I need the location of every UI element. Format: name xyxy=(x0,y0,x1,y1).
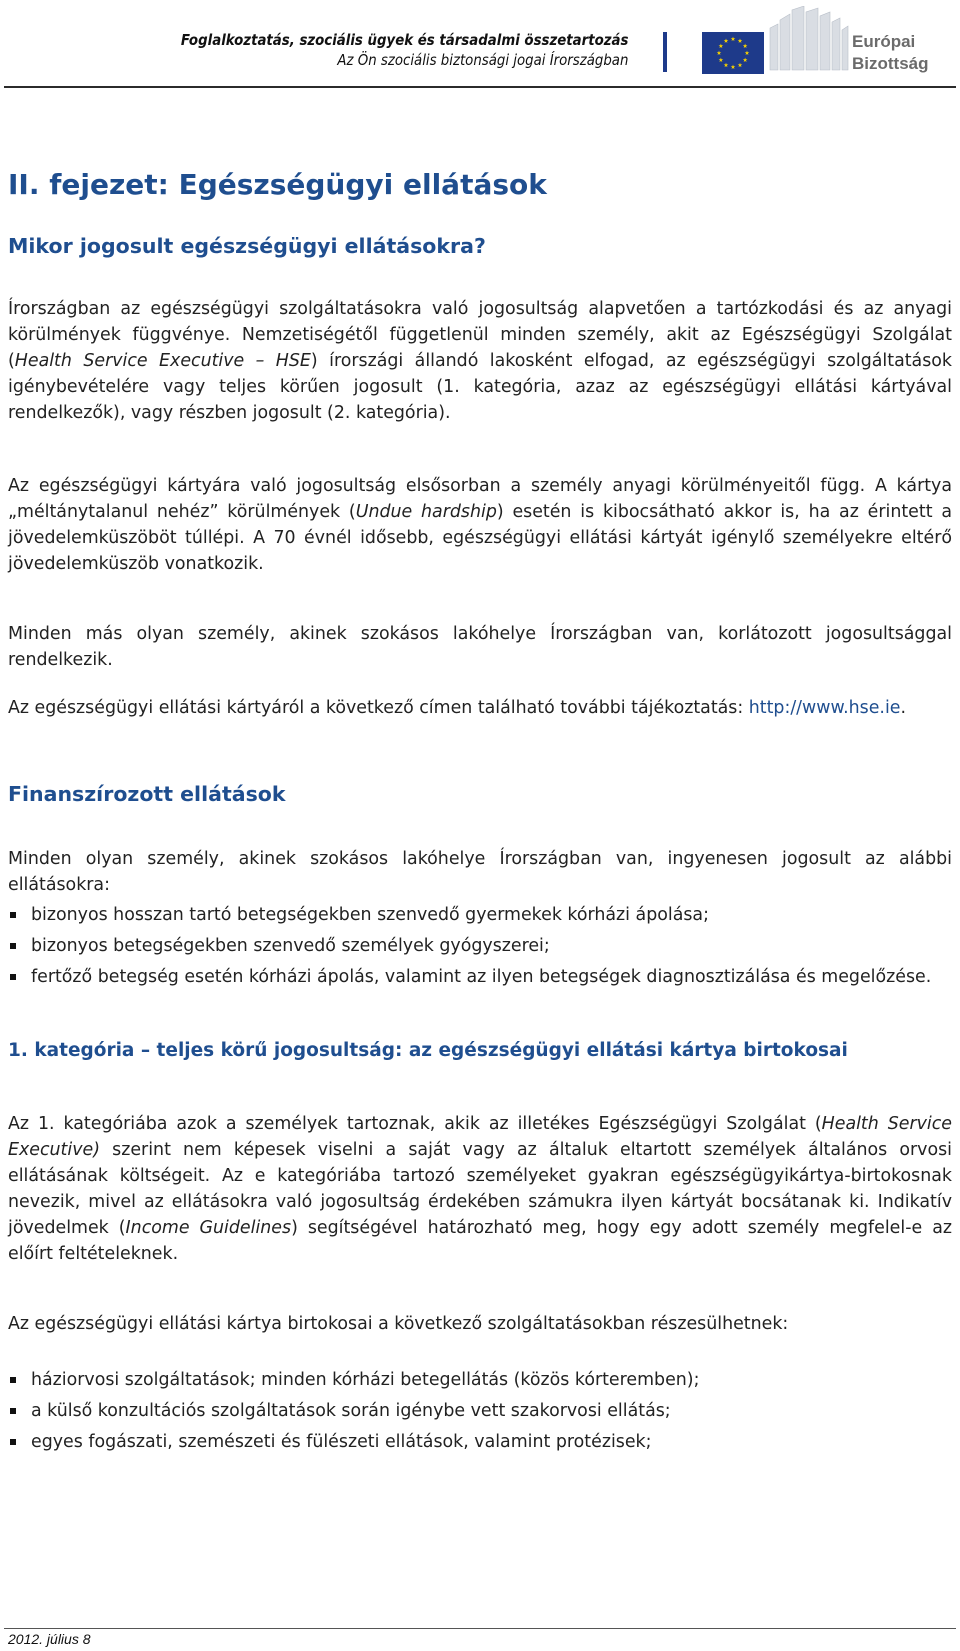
text: Az 1. kategóriába azok a személyek tartoznak, akik az illetékes Egészségügyi Szolgálat ( xyxy=(8,1114,822,1134)
header-text xyxy=(180,30,628,70)
text: . xyxy=(900,698,907,718)
text: Írországban az egészségügyi szolgáltatásokra való jogosultság alapvetően a tartózkodási és az anyagi körülmények függvénye. Nemzetiségétől függetlenül minden személy, akit az Egészségügyi Szolgálat ( xyxy=(8,299,952,371)
hse-link[interactable]: http://www.hse.ie xyxy=(748,698,901,718)
page-header xyxy=(0,0,960,88)
text: ) esetén is kibocsátható akkor is, ha az érintett a jövedelemküszöböt túllépi. A 70 évnél idősebb, egészségügyi ellátási kártyát igénylő személyekre eltérő jövedelemküszöb vonatkozik. xyxy=(8,502,952,574)
paragraph-category-1 xyxy=(8,1111,952,1267)
building-icon xyxy=(770,6,848,70)
paragraph-funded-intro: Minden olyan személy, akinek szokásos lakóhelye Írországban van, ingyenesen jogosult az alábbi ellátásokra: xyxy=(8,849,952,895)
section-heading-category-1: 1. kategória – teljes körű jogosultság: az egészségügyi ellátási kártya birtokosai xyxy=(8,1040,848,1061)
text: Az egészségügyi kártyára való jogosultság elsősorban a személy anyagi körülményeitől függ. A kártya „méltánytalanul nehéz” körülmények ( xyxy=(8,476,952,522)
header-divider xyxy=(663,32,667,72)
italic-term: Health Service Executive) xyxy=(8,1114,952,1160)
funded-benefits-list xyxy=(8,902,952,996)
text: ) írországi állandó lakosként elfogad, az egészségügyi szolgáltatások igénybevételére vagy teljes körűen jogosult (1. kategória, azaz az egészségügyi ellátási kártyával rendelkezők), vagy részben jogosult (2. kategória). xyxy=(8,351,952,423)
list-item: bizonyos hosszan tartó betegségekben szenvedő gyermekek kórházi ápolása; xyxy=(8,902,952,928)
logo-line1: Európai xyxy=(852,32,916,51)
header-line1: Foglalkoztatás, szociális ügyek és társadalmi összetartozás xyxy=(180,31,628,49)
text: szerint nem képesek viselni a saját vagy az általuk eltartott személyek általános orvosi ellátásának költségeit. Az e kategóriába tartozó személyeket gyakran egészségügyikártya-birtokosnak nevezik, mivel az ellátásokra való jogosultság érdekében számukra ilyen kártyát bocsátanak ki. Indikatív jövedelmek ( xyxy=(8,1140,952,1238)
header-line2: Az Ön szociális biztonsági jogai Írországban xyxy=(336,51,628,69)
logo-text xyxy=(852,31,929,75)
list-item: háziorvosi szolgáltatások; minden kórházi betegellátás (közös kórteremben); xyxy=(8,1367,952,1393)
list-item: a külső konzultációs szolgáltatások során igénybe vett szakorvosi ellátás; xyxy=(8,1398,952,1424)
chapter-title: II. fejezet: Egészségügyi ellátások xyxy=(8,168,547,201)
page-footer: 2012. július 8 xyxy=(8,1631,91,1647)
card-services-list xyxy=(8,1367,952,1461)
paragraph-eligibility-4 xyxy=(8,695,952,721)
paragraph-eligibility-2 xyxy=(8,473,952,577)
list-item: bizonyos betegségekben szenvedő személyek gyógyszerei; xyxy=(8,933,952,959)
paragraph-eligibility-1 xyxy=(8,296,952,426)
list-item: fertőző betegség esetén kórházi ápolás, valamint az ilyen betegségek diagnosztizálása és megelőzése. xyxy=(8,964,952,990)
text: Az egészségügyi ellátási kártyáról a következő címen található további tájékoztatás: xyxy=(8,698,749,718)
logo-line2: Bizottság xyxy=(852,54,929,73)
paragraph-card-services: Az egészségügyi ellátási kártya birtokosai a következő szolgáltatásokban részesülhetnek: xyxy=(8,1314,789,1334)
footer-rule xyxy=(4,1628,956,1629)
paragraph-eligibility-3: Minden más olyan személy, akinek szokásos lakóhelye Írországban van, korlátozott jogosultsággal rendelkezik. xyxy=(8,624,952,670)
section-heading-funded-benefits: Finanszírozott ellátások xyxy=(8,782,286,806)
italic-term: Health Service Executive – HSE xyxy=(14,351,311,371)
header-rule xyxy=(4,86,956,88)
italic-term: Income Guidelines xyxy=(125,1218,292,1238)
list-item: egyes fogászati, szemészeti és fülészeti ellátások, valamint protézisek; xyxy=(8,1429,952,1455)
italic-term: Undue hardship xyxy=(355,502,497,522)
text: ) segítségével határozható meg, hogy egy adott személy megfelel-e az előírt feltételeknek. xyxy=(8,1218,952,1264)
section-heading-eligibility: Mikor jogosult egészségügyi ellátásokra? xyxy=(8,234,486,258)
